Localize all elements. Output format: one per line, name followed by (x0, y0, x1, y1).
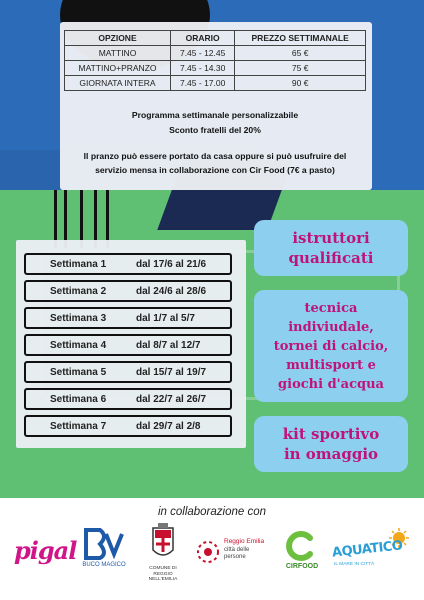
column-header: ORARIO (171, 31, 235, 46)
callout-text: qualificati (288, 249, 374, 267)
week-label: Settimana 1 (50, 258, 107, 270)
table-row (65, 76, 366, 91)
week-row (24, 280, 232, 302)
week-row (24, 415, 232, 437)
aquatico-logo (330, 528, 416, 576)
week-row (24, 361, 232, 383)
cirfood-text: CIRFOOD (285, 563, 319, 570)
callout-activities (254, 290, 408, 402)
callout-kit (254, 416, 408, 472)
callout-text: giochi d'acqua (278, 376, 384, 392)
table-cell: 7.45 - 12.45 (171, 46, 235, 61)
table-cell: 75 € (235, 61, 366, 76)
callout-text: tecnica (304, 300, 358, 316)
callout-instructors (254, 220, 408, 276)
lunch-note-line1: Il pranzo può essere portato da casa oppure si può usufruire del (83, 151, 347, 161)
callout-text: multisport e (286, 357, 376, 373)
table-row (65, 61, 366, 76)
buco-magico-icon (80, 524, 128, 562)
buco-magico-text: BUCO MAGICO (82, 562, 126, 568)
table-cell: MATTINO+PRANZO (65, 61, 171, 76)
cirfood-icon (280, 530, 324, 562)
week-row (24, 388, 232, 410)
sibling-discount-note: Sconto fratelli del 20% (169, 125, 261, 135)
callout-text: indiviudale, (288, 319, 374, 335)
comune-text: COMUNE DI REGGIO NELL'EMILIA (148, 566, 178, 582)
reggio-emilia-text: Reggio Emilia (224, 538, 265, 545)
table-cell: 7.45 - 17.00 (171, 76, 235, 91)
week-row (24, 253, 232, 275)
week-label: Settimana 7 (50, 420, 107, 432)
reggio-dots-icon (196, 540, 220, 564)
week-row (24, 334, 232, 356)
aquatico-subtext: IL MARE IN CITTÀ (334, 562, 375, 567)
callout-text: in omaggio (283, 445, 379, 463)
table-cell: 65 € (235, 46, 366, 61)
week-label: Settimana 4 (50, 339, 107, 351)
lunch-note-line2: servizio mensa in collaborazione con Cir Food (7€ a pasto) (95, 165, 335, 175)
pigal-logo-text: pigal (14, 536, 77, 565)
cirfood-logo (280, 530, 324, 576)
comune-logo (140, 522, 186, 580)
aquatico-text: AQUATICO (331, 538, 404, 561)
table-cell: 7.45 - 14.30 (171, 61, 235, 76)
week-label: Settimana 6 (50, 393, 107, 405)
table-cell: 90 € (235, 76, 366, 91)
program-note: Programma settimanale personalizzabile (131, 110, 299, 120)
prices-table (64, 30, 366, 91)
collaboration-label: in collaborazione con (157, 506, 267, 518)
week-row (24, 307, 232, 329)
week-dates: dal 29/7 al 2/8 (136, 420, 201, 432)
table-header-row (65, 31, 366, 46)
week-dates: dal 22/7 al 26/7 (136, 393, 207, 405)
callout-text: istruttori (292, 229, 370, 247)
reggio-emilia-subtext: città delle persone (224, 547, 250, 560)
table-cell: MATTINO (65, 46, 171, 61)
comune-crest-icon (140, 522, 186, 566)
table-cell: GIORNATA INTERA (65, 76, 171, 91)
week-dates: dal 24/6 al 28/6 (136, 285, 207, 297)
week-dates: dal 1/7 al 5/7 (136, 312, 195, 324)
week-dates: dal 15/7 al 19/7 (136, 366, 207, 378)
column-header: OPZIONE (65, 31, 171, 46)
table-row (65, 46, 366, 61)
week-label: Settimana 3 (50, 312, 107, 324)
week-label: Settimana 2 (50, 285, 107, 297)
buco-magico-logo (80, 524, 128, 576)
pigal-logo (10, 530, 77, 572)
callout-text: tornei di calcio, (273, 338, 389, 354)
reggio-emilia-logo (196, 536, 274, 572)
week-dates: dal 17/6 al 21/6 (136, 258, 207, 270)
callout-text: kit sportivo (282, 425, 380, 443)
week-label: Settimana 5 (50, 366, 107, 378)
column-header: PREZZO SETTIMANALE (235, 31, 366, 46)
week-dates: dal 8/7 al 12/7 (136, 339, 201, 351)
